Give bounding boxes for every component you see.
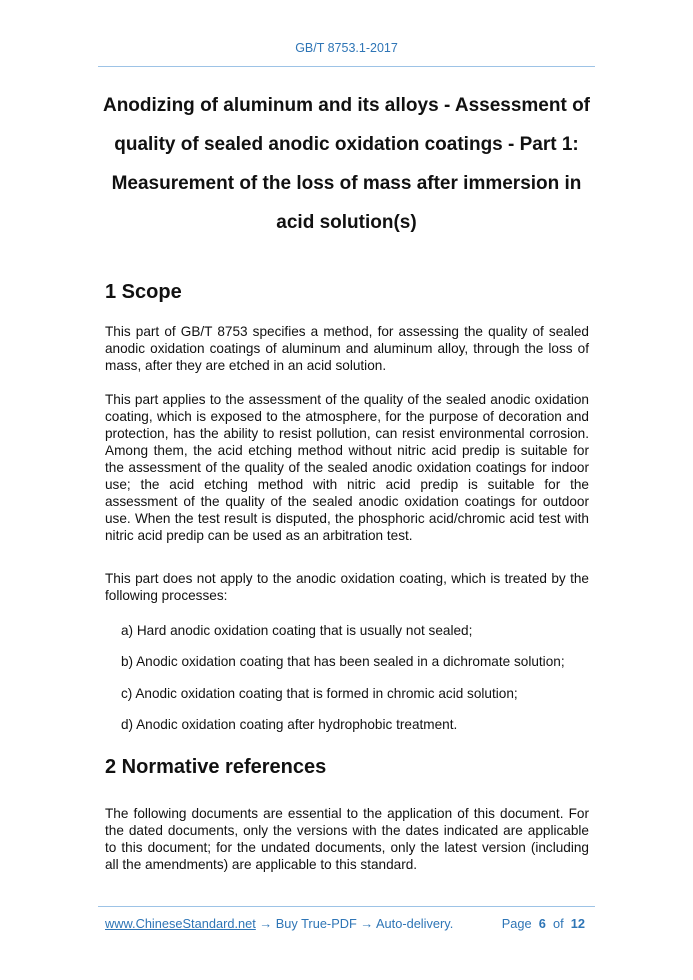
- scope-paragraph-1: This part of GB/T 8753 specifies a method, for assessing the quality of sealed anodic oxidation coatings of aluminum and aluminum alloy, through the loss of mass, after they are etched in an acid solution.: [105, 324, 589, 373]
- page-number: 6: [538, 916, 546, 931]
- page-total: 12: [570, 916, 585, 931]
- footer-rule: [98, 906, 595, 907]
- scope-paragraph-3: This part does not apply to the anodic oxidation coating, which is treated by the following processes:: [105, 571, 589, 603]
- page-label: Page: [501, 916, 532, 931]
- footer-tagline: → Buy True-PDF → Auto-delivery.: [255, 916, 454, 931]
- scope-paragraph-2: This part applies to the assessment of the quality of the sealed anodic oxidation coating, which is exposed to the atmosphere, for the purpose of decoration and protection, has the ability to resist pollution, can resist environmental corrosion. Among them, the acid etching method without nitric acid predip is suitable for the assessment of the quality of the sealed anodic oxidation coatings for indoor use; the acid etching method with nitric acid predip is suitable for the assessment of the quality of the sealed anodic oxidation coatings for outdoor use. When the test result is disputed, the phosphoric acid/chromic acid test with nitric acid predip can be used as an arbitration test.: [105, 392, 589, 543]
- section-heading-normative-references: 2 Normative references: [105, 756, 327, 778]
- document-title: Anodizing of aluminum and its alloys - Assessment of quality of sealed anodic oxidation coatings - Part 1: Measurement of the loss of mass after immersion in acid solution(s): [102, 95, 591, 233]
- section-heading-scope: 1 Scope: [105, 281, 182, 303]
- of-label: of: [552, 916, 564, 931]
- list-item: d) Anodic oxidation coating after hydrophobic treatment.: [121, 717, 458, 732]
- references-paragraph: The following documents are essential to the application of this document. For the dated documents, only the versions with the dates indicated are applicable to this document; for the undated documents, only the latest version (including all the amendments) are applicable to this standard.: [105, 806, 589, 872]
- website-link[interactable]: www.ChineseStandard.net: [105, 916, 256, 931]
- document-id-header: GB/T 8753.1-2017: [295, 41, 398, 55]
- list-item: a) Hard anodic oxidation coating that is usually not sealed;: [121, 623, 473, 638]
- header-rule: [98, 66, 595, 67]
- list-item: c) Anodic oxidation coating that is formed in chromic acid solution;: [121, 686, 518, 701]
- list-item: b) Anodic oxidation coating that has been sealed in a dichromate solution;: [121, 654, 565, 669]
- footer: [105, 916, 585, 931]
- page-indicator: [502, 916, 585, 931]
